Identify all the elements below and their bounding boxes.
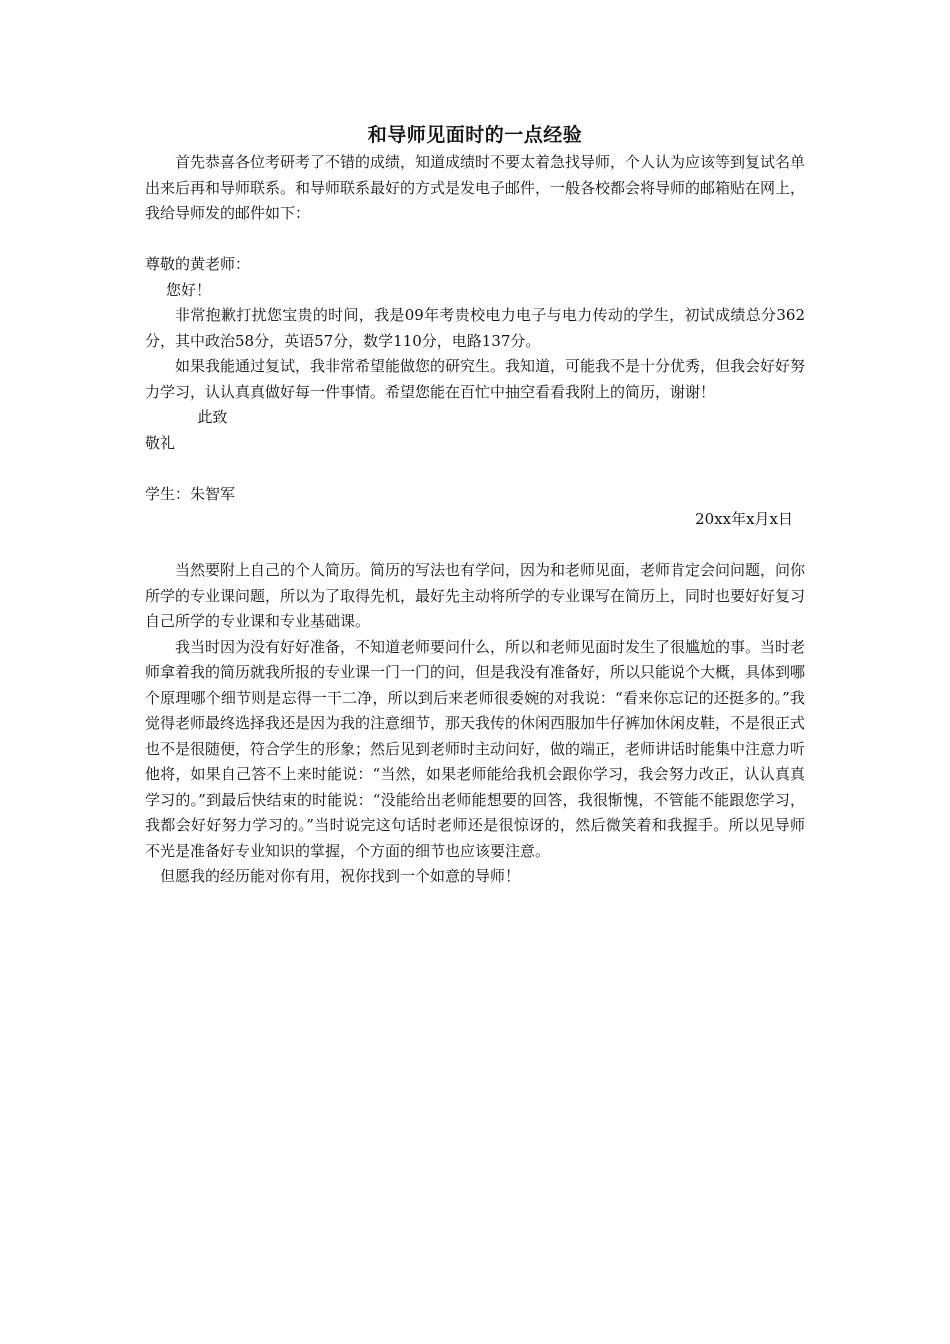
letter-body-1: 非常抱歉打扰您宝贵的时间，我是09年考贵校电力电子与电力传动的学生，初试成绩总分362分，其中政治58分，英语57分，数学110分，电路137分。 (145, 306, 805, 350)
blank-line (145, 227, 805, 253)
blank-line (145, 533, 805, 559)
letter-closing-1: 此致 (197, 408, 228, 426)
closing-paragraph: 但愿我的经历能对你有用，祝你找到一个如意的导师！ (160, 867, 521, 885)
letter-closing-2: 敬礼 (145, 433, 176, 452)
letter-salutation: 尊敬的黄老师： (145, 255, 251, 273)
document-page (145, 120, 805, 890)
intro-paragraph: 首先恭喜各位考研考了不错的成绩，知道成绩时不要太着急找导师，个人认为应该等到复试名单出来后再和导师联系。和导师联系最好的方式是发电子邮件，一般各校都会将导师的邮箱贴在网上，我给导师发的邮件如下： (145, 153, 806, 222)
letter-signature: 学生：朱智军 (145, 484, 236, 503)
letter-greeting: 您好！ (166, 280, 212, 299)
document-title: 和导师见面时的一点经验 (367, 124, 583, 146)
letter-body-2: 如果我能通过复试，我非常希望能做您的研究生。我知道，可能我不是十分优秀，但我会好好努力学习，认认真真做好每一件事情。希望您能在百忙中抽空看看我附上的简历，谢谢！ (145, 357, 806, 401)
blank-line (145, 456, 805, 482)
experience-paragraph: 我当时因为没有好好准备，不知道老师要问什么，所以和老师见面时发生了很尴尬的事。当时老师拿着我的简历就我所报的专业课一门一门的问，但是我没有准备好，所以只能说个大概，具体到哪个原理哪个细节则是忘得一干二净，所以到后来老师很委婉的对我说：“看来你忘记的还挺多的。”我觉得老师最终选择我还是因为我的注意细节，那天我传的休闲西服加牛仔裤加休闲皮鞋，不是很正式也不是很随便，符合学生的形象；然后见到老师时主动问好，做的端正，老师讲话时能集中注意力听他将，如果自己答不上来时能说：“当然，如果老师能给我机会跟你学习，我会努力改正，认认真真学习的。”到最后快结束的时能说：“没能给出老师能想要的回答，我很惭愧，不管能不能跟您学习，我都会好好努力学习的。”当时说完这句话时老师还是很惊讶的，然后微笑着和我握手。所以见导师不光是准备好专业知识的掌握，个方面的细节也应该要注意。 (145, 637, 806, 860)
letter-date: 20xx年x月x日 (695, 510, 793, 528)
resume-paragraph: 当然要附上自己的个人简历。简历的写法也有学问，因为和老师见面，老师肯定会问问题，问你所学的专业课问题，所以为了取得先机，最好先主动将所学的专业课写在简历上，同时也要好好复习自己所学的专业课和专业基础课。 (145, 561, 806, 630)
